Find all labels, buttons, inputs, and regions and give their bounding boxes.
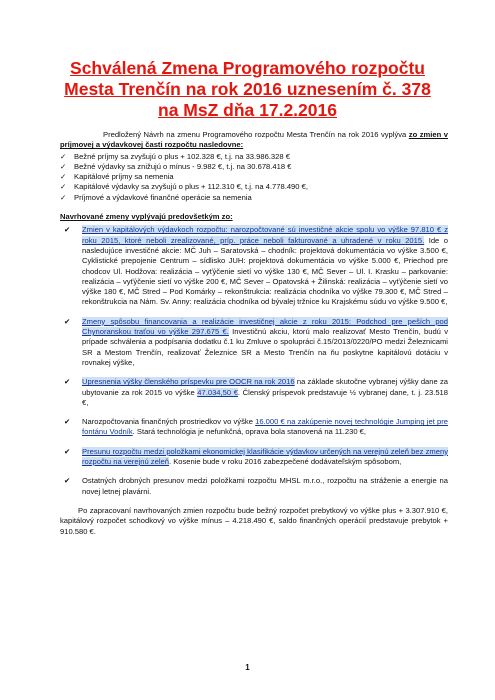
change-highlight: Upresnenia výšky členského príspevku pre OOCR na rok 2016 [82,377,295,387]
change-highlight: 16.000 € na zakúpenie novej technológie Jumping jet pre fontánu Vodník [82,417,448,437]
closing-paragraph: Po zapracovaní navrhovaných zmien rozpočtu bude bežný rozpočet prebytkový vo výške plus + 3.307.910 €, kapitálový rozpočet schodkový vo výške mínus – 4.218.490 €, saldo finančných operácií predstavuje prebytok + 910.580 €. [60,505,448,536]
summary-item: ✓ Bežné príjmy sa zvyšujú o plus + 102.328 €, t.j. na 33.986.328 € [60,152,448,162]
change-highlight: Zmien v kapitálových výdavkoch rozpočtu: narozpočtované sú investičné akcie spolu vo výške 97.810 € z roku 2015, ktoré neboli zrealizované, príp. práce neboli fakturované a uhradené v roku 2015. [82,225,448,245]
change-item-financing [60,317,448,368]
change-text: na základe skutočne vybranej výšky dane za ubytovanie za rok 2015 vo výške [82,377,448,397]
change-text: Ostatných drobných presunov medzi položkami rozpočtu MHSL m.r.o., rozpočtu na stráženie a energie na novej letnej plavárni. [82,476,448,496]
summary-item: ✓ Kapitálové výdavky sa zvyšujú o plus + 112.310 €, t.j. na 4.778.490 €, [60,182,448,192]
change-highlight-amount: 47.034,50 € [197,387,238,397]
change-item-greenery [60,447,448,468]
changes-heading: Navrhované zmeny vyplývajú predovšetkým zo: [60,212,233,222]
page-number: 1 [245,663,250,672]
change-item-capital [60,225,448,307]
summary-item: ✓ Bežné výdavky sa znižujú o mínus - 9.982 €, t.j. na 30.678.418 € [60,162,448,172]
intro-paragraph [60,130,448,151]
change-text: Investičnú akciu, ktorú malo realizovať Mesto Trenčín, budú v prípade schválenia a podpísania dodatku č.1 ku Zmluve o spolupráci č.15/2013/0220/PO medzi Železnicami SR a Mestom Trenčín, realizovať Železnice SR a Mesto Trenčín na ňu poskytne kapitálovú dotáciu v rovnakej výške, [82,327,448,367]
document-title [40,58,455,121]
summary-item: ✓ Príjmové a výdavkové finančné operácie sa nemenia [60,193,448,203]
title-line-1: Schválená Zmena Programového rozpočtu [70,58,425,78]
title-line-3: na MsZ dňa 17.2.2016 [158,100,337,120]
change-item-oocr [60,377,448,408]
change-text: Ide o nasledujúce investičné akcie: MČ Juh – Saratovská – chodník: projektová dokumentácia vo výške 3.500 €, Cyklistické prepojenie Centrum – sídlisko JUH: projektová dokumentácia vo výške 5.000 €, Priechod pre chodcov Ul. Hodžova: realizácia – vyťýčenie sietí vo výške 130 €, MČ Sever – Ul. I. Krasku – parkovanie: realizácia – vyťýčenie sietí vo výške 200 €, MČ Sever – Opatovská + Žilinská: realizácia – vyťýčenie sietí vo výške 180 €, MČ Stred – Pod Komárky – rekonštrukcia: realizácia chodníka vo výške 79.300 €, MČ Stred – rekonštrukcia na Nám. Sv. Anny: realizácia chodníka od bývalej tržnice ku Krajskému súdu vo výške 9.500 €, [82,235,449,307]
change-text: . Stará technológia je nefunkčná, oprava bola stanovená na 11.230 €, [132,427,366,437]
intro-text: Predložený Návrh na zmenu Programového rozpočtu Mesta Trenčín na rok 2016 vyplýva [103,130,409,139]
summary-list [60,152,448,203]
change-text: . Členský príspevok predstavuje ½ vybranej dane, t. j. 23.518 €, [82,387,448,407]
change-text: Narozpočtovania finančných prostriedkov vo výške [82,417,256,427]
change-highlight: Zmeny spôsobu financovania a realizácie investičnej akcie z roku 2015: Podchod pre peších pod Chynoranskou traťou vo výške 297.675 €. [82,316,448,337]
changes-list [60,225,448,497]
title-line-2: Mesta Trenčín na rok 2016 uznesením č. 378 [64,79,431,99]
change-item-other [60,476,448,497]
change-text: . Kosenie bude v roku 2016 zabezpečené dodávateľským spôsobom, [168,457,402,467]
document-body [60,130,448,537]
change-highlight: Presunu rozpočtu medzi položkami ekonomickej klasifikácie výdavkov určených na verejnú zeleň bez zmeny rozpočtu na verejnú zeleň [82,446,448,467]
intro-underlined: zo zmien v príjmovej a výdavkovej časti rozpočtu nasledovne: [60,130,449,150]
summary-item: ✓ Kapitálové príjmy sa nemenia [60,172,448,182]
change-item-fountain [60,417,448,438]
